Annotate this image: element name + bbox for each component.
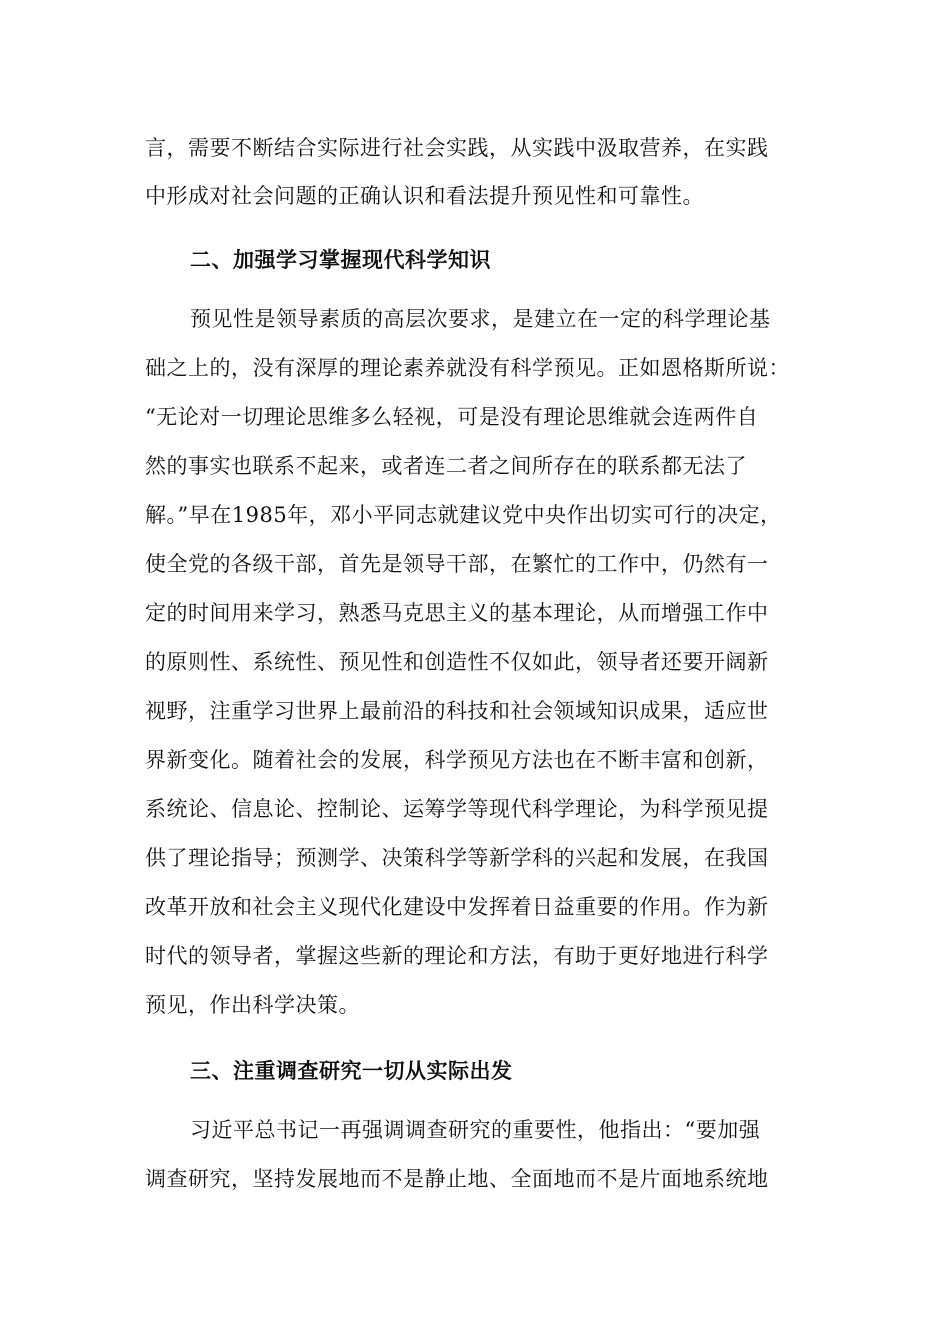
- text-line: 预见，作出科学决策。: [145, 993, 360, 1017]
- text-line: 础之上的，没有深厚的理论素养就没有科学预见。正如恩格斯所说：: [145, 356, 790, 380]
- text-line: 视野，注重学习世界上最前沿的科技和社会领域知识成果，适应世: [145, 699, 769, 723]
- text-line: 系统论、信息论、控制论、运筹学等现代科学理论，为科学预见提: [145, 797, 769, 821]
- text-line: 中形成对社会问题的正确认识和看法提升预见性和可靠性。: [145, 184, 704, 208]
- text-line: 解。”早在1985年，邓小平同志就建议党中央作出切实可行的决定，: [145, 503, 782, 527]
- text-line: “无论对一切理论思维多么轻视，可是没有理论思维就会连两件自: [145, 405, 759, 429]
- text-line: 改革开放和社会主义现代化建设中发挥着日益重要的作用。作为新: [145, 895, 769, 919]
- text-line: 供了理论指导；预测学、决策科学等新学科的兴起和发展，在我国: [145, 846, 769, 870]
- text-line: 言，需要不断结合实际进行社会实践，从实践中汲取营养，在实践: [145, 136, 769, 160]
- text-line: 定的时间用来学习，熟悉马克思主义的基本理论，从而增强工作中: [145, 601, 769, 625]
- section-heading: 三、注重调查研究一切从实际出发: [190, 1058, 513, 1083]
- text-line: 然的事实也联系不起来，或者连二者之间所存在的联系都无法了: [145, 454, 747, 478]
- text-line: 调查研究，坚持发展地而不是静止地、全面地而不是片面地系统地: [145, 1167, 769, 1191]
- text-line: 时代的领导者，掌握这些新的理论和方法，有助于更好地进行科学: [145, 944, 769, 968]
- text-line: 预见性是领导素质的高层次要求，是建立在一定的科学理论基: [190, 307, 771, 331]
- section-heading: 二、加强学习掌握现代科学知识: [190, 247, 491, 272]
- text-line: 使全党的各级干部，首先是领导干部，在繁忙的工作中，仍然有一: [145, 552, 769, 576]
- text-line: 界新变化。随着社会的发展，科学预见方法也在不断丰富和创新，: [145, 748, 769, 772]
- text-line: 习近平总书记一再强调调查研究的重要性，他指出：“要加强: [190, 1118, 761, 1142]
- text-line: 的原则性、系统性、预见性和创造性不仅如此，领导者还要开阔新: [145, 650, 769, 674]
